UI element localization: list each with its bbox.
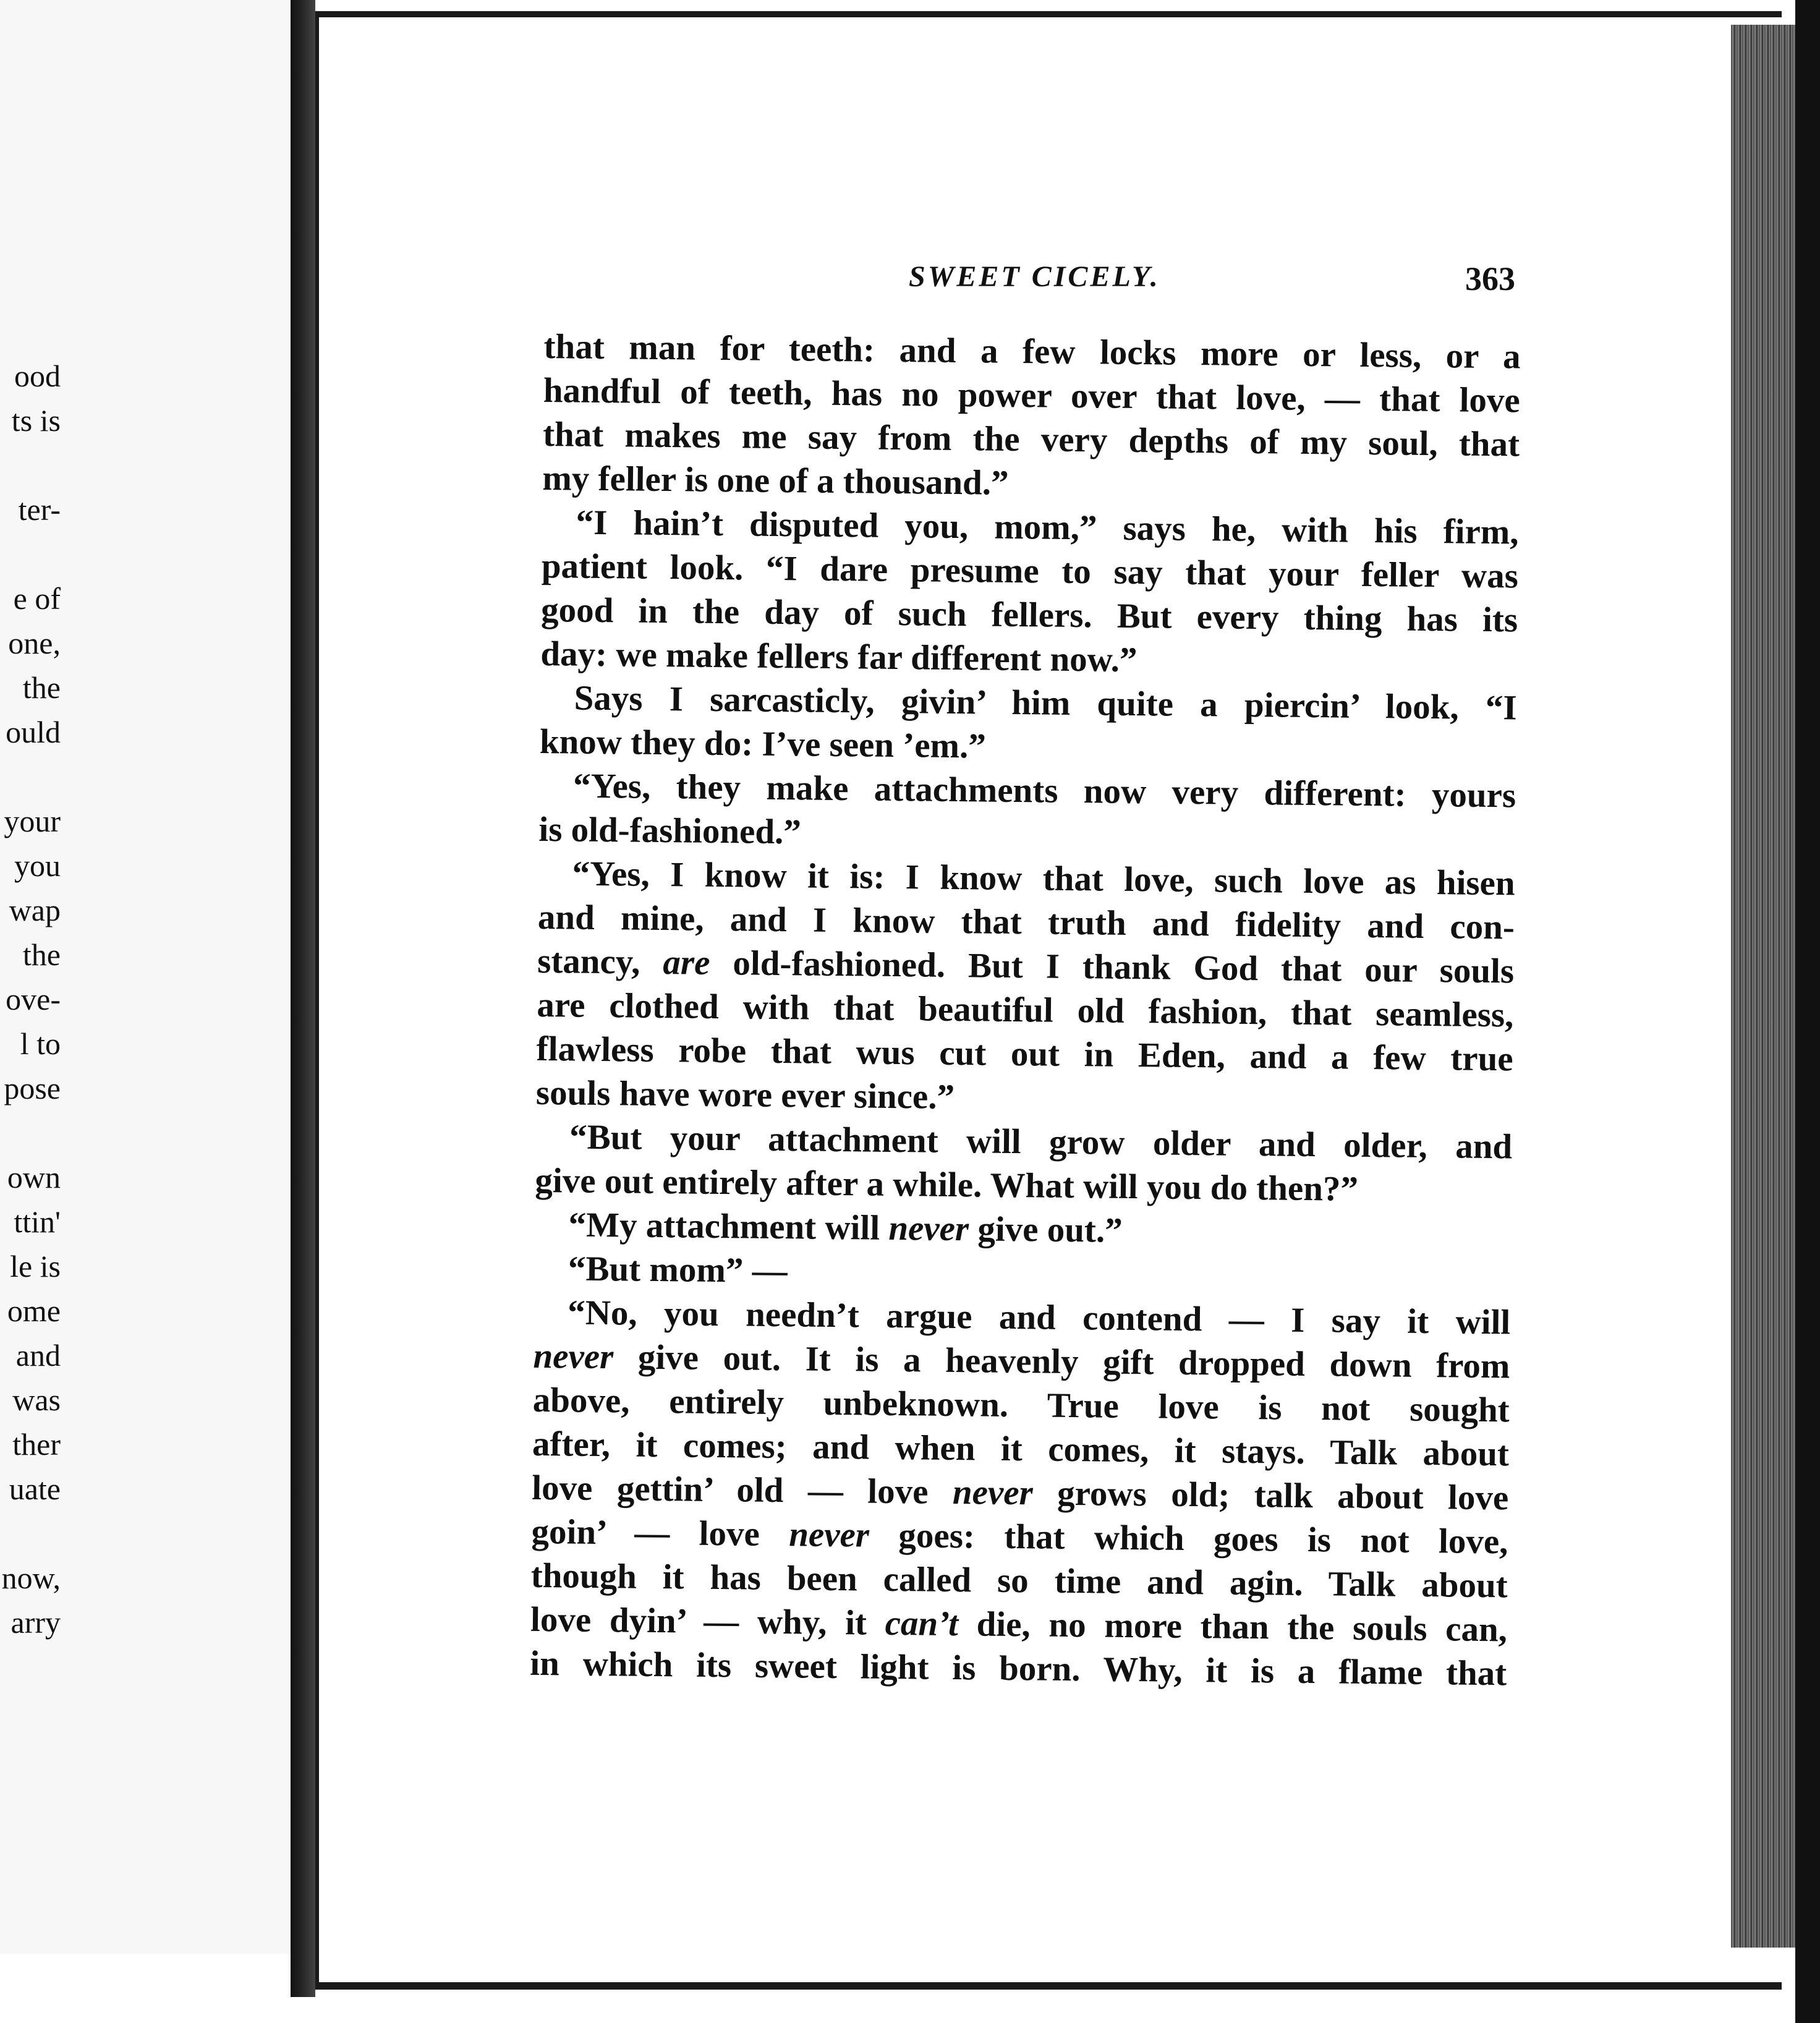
left-page-line: ould bbox=[6, 715, 61, 749]
book-gutter bbox=[291, 0, 315, 1997]
text-fragment: give out. It is a heavenly gift dropped down from bbox=[613, 1337, 1510, 1386]
text-line: above, entirely unbeknown. True love is not sought bbox=[532, 1380, 1510, 1430]
text-line: my feller is one of a thousand.” bbox=[542, 458, 1009, 503]
text-line: “But your attachment will grow older and older, and bbox=[569, 1117, 1513, 1167]
text-line: in which its sweet light is born. Why, it is a flame that bbox=[529, 1643, 1507, 1693]
text-line: patient look. “I dare presume to say that your feller was bbox=[541, 546, 1519, 596]
left-page-line: the bbox=[22, 670, 61, 705]
left-page-line: own bbox=[7, 1160, 61, 1195]
left-page-line: pose bbox=[4, 1071, 61, 1105]
italic-word: can’t bbox=[885, 1603, 959, 1644]
text-fragment: goin’ — love bbox=[531, 1512, 789, 1554]
text-line: though it has been called so time and agin. Talk about bbox=[530, 1556, 1508, 1606]
text-line: is old-fashioned.” bbox=[538, 809, 802, 852]
text-line: Says I sarcasticly, givin’ him quite a piercin’ look, “I bbox=[574, 678, 1517, 728]
left-page-line: ther bbox=[12, 1427, 61, 1462]
page-number: 363 bbox=[1465, 260, 1515, 297]
italic-word: never bbox=[888, 1208, 969, 1249]
scan-edge bbox=[1795, 0, 1820, 2023]
text-line: know they do: I’ve seen ’em.” bbox=[539, 722, 987, 766]
left-page-line: ts is bbox=[11, 403, 61, 438]
page-edges bbox=[1731, 25, 1799, 1948]
italic-word: are bbox=[663, 943, 710, 982]
left-page bbox=[0, 0, 291, 1954]
text-fragment: die, no more than the souls can, bbox=[958, 1604, 1508, 1650]
text-fragment: love gettin’ old — love bbox=[531, 1468, 953, 1512]
text-line: are clothed with that beautiful old fashion, that seamless, bbox=[537, 985, 1514, 1035]
text-fragment: “My attachment will bbox=[568, 1205, 889, 1248]
left-page-line: you bbox=[14, 848, 61, 883]
body-text bbox=[530, 325, 1521, 1695]
text-line: good in the day of such fellers. But every thing has its bbox=[540, 590, 1518, 640]
left-page-line: now, bbox=[1, 1561, 61, 1595]
text-fragment: stancy, bbox=[537, 941, 663, 982]
left-page-line: le is bbox=[10, 1249, 61, 1284]
text-line: “But mom” — bbox=[568, 1249, 788, 1291]
left-page-line: ter- bbox=[18, 492, 61, 527]
left-page-line: ttin' bbox=[14, 1204, 61, 1239]
text-fragment: grows old; talk about love bbox=[1032, 1473, 1509, 1518]
left-page-line: e of bbox=[13, 581, 61, 616]
left-page-line: uate bbox=[9, 1471, 61, 1506]
text-line: and mine, and I know that truth and fidelity and con- bbox=[537, 897, 1515, 947]
text-line: that makes me say from the very depths of my soul, that bbox=[542, 414, 1520, 464]
text-line: flawless robe that wus cut out in Eden, and a few true bbox=[536, 1029, 1513, 1079]
text-line: give out entirely after a while. What will you do then?” bbox=[535, 1161, 1359, 1209]
text-line: “Yes, they make attachments now very different: yours bbox=[572, 766, 1516, 816]
left-page-line: ome bbox=[7, 1293, 61, 1328]
left-page-line: l to bbox=[20, 1026, 61, 1061]
text-line: souls have wore ever since.” bbox=[535, 1073, 955, 1117]
text-line: “I hain’t disputed you, mom,” says he, with his firm, bbox=[576, 503, 1519, 552]
text-fragment: goes: that which goes is not love, bbox=[869, 1515, 1508, 1562]
italic-word: never bbox=[788, 1515, 870, 1555]
text-line: after, it comes; and when it comes, it stays. Talk about bbox=[532, 1424, 1510, 1474]
text-fragment: give out.” bbox=[968, 1209, 1123, 1250]
left-page-line: your bbox=[4, 804, 61, 838]
left-page-line: one, bbox=[8, 626, 61, 660]
left-page-line: ove- bbox=[6, 982, 61, 1016]
text-fragment: love dyin’ — why, it bbox=[530, 1599, 886, 1643]
left-page-line: wap bbox=[9, 893, 61, 927]
left-page-line: arry bbox=[11, 1605, 61, 1640]
italic-word: never bbox=[952, 1473, 1034, 1513]
left-page-line: the bbox=[22, 937, 61, 972]
text-fragment: old-fashioned. But I thank God that our souls bbox=[710, 943, 1515, 991]
left-page-line: and bbox=[15, 1338, 61, 1373]
text-line: “Yes, I know it is: I know that love, such love as hisen bbox=[572, 854, 1515, 903]
text-line: day: we make fellers far different now.” bbox=[540, 634, 1138, 680]
text-line: handful of teeth, has no power over that love, — that love bbox=[543, 370, 1521, 420]
text-line: “No, you needn’t argue and contend — I say it will bbox=[567, 1293, 1511, 1342]
italic-word: never bbox=[533, 1336, 614, 1377]
running-head: SWEET CICELY. bbox=[909, 260, 1160, 293]
text-line: that man for teeth: and a few locks more or less, or a bbox=[543, 326, 1521, 377]
left-page-line: ood bbox=[14, 359, 61, 393]
left-page-line: was bbox=[12, 1382, 61, 1417]
